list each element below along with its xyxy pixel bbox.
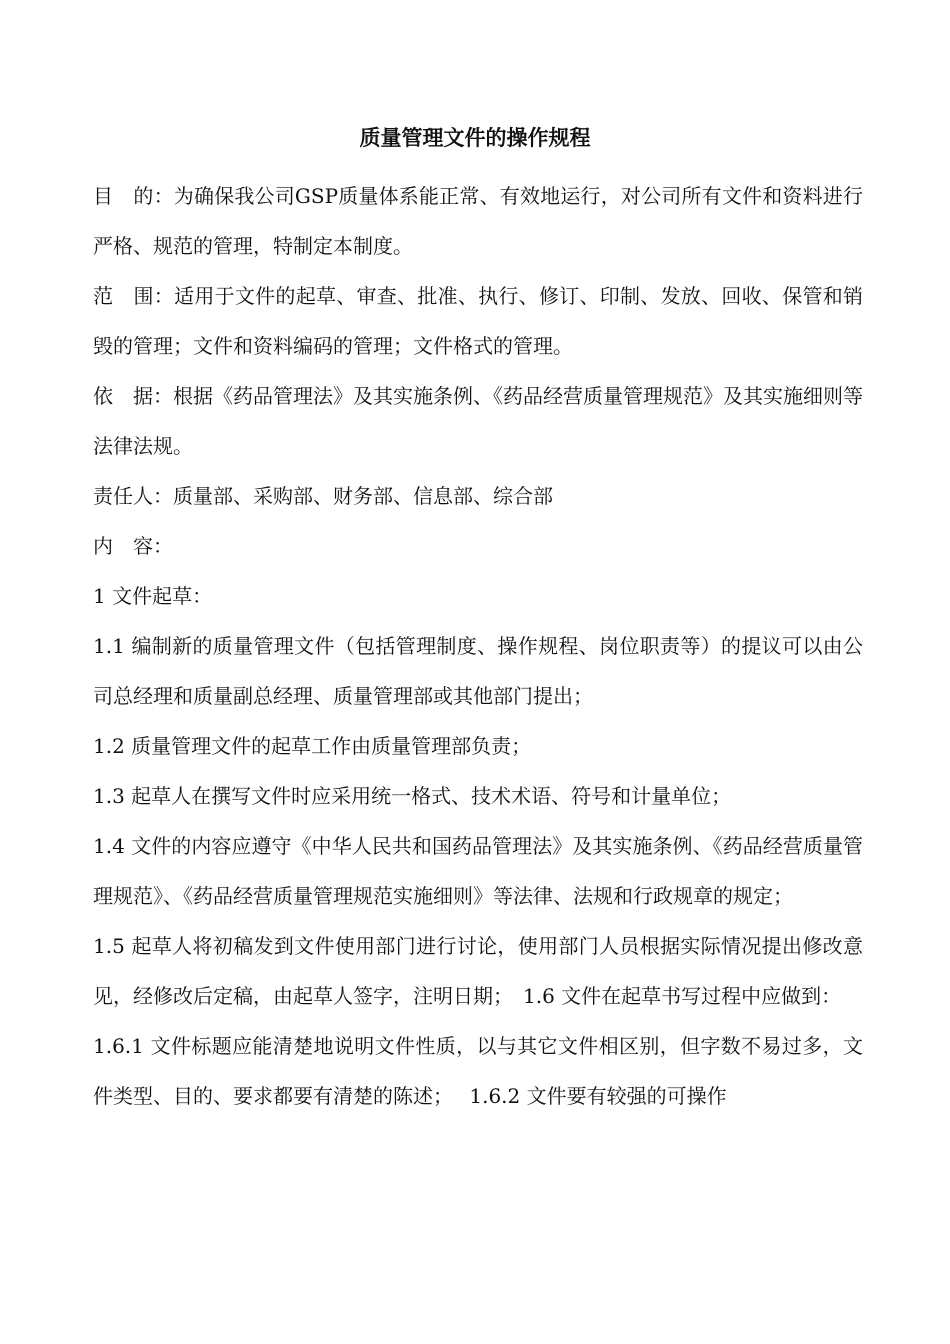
paragraph-purpose: 目 的：为确保我公司GSP质量体系能正常、有效地运行，对公司所有文件和资料进行严格、规范的管理，特制定本制度。 xyxy=(93,184,863,258)
paragraph-1-5: 1.5 起草人将初稿发到文件使用部门进行讨论，使用部门人员根据实际情况提出修改意见，经修改后定稿，由起草人签字，注明日期； 1.6 文件在起草书写过程中应做到： xyxy=(93,934,863,1008)
paragraph-1-2: 1.2 质量管理文件的起草工作由质量管理部负责； xyxy=(93,734,532,758)
paragraph-1-1: 1.1 编制新的质量管理文件（包括管理制度、操作规程、岗位职责等）的提议可以由公司总经理和质量副总经理、质量管理部或其他部门提出； xyxy=(93,634,863,708)
paragraph-1-4: 1.4 文件的内容应遵守《中华人民共和国药品管理法》及其实施条例、《药品经营质量管理规范》、《药品经营质量管理规范实施细则》等法律、法规和行政规章的规定； xyxy=(93,834,863,908)
paragraph-1-3: 1.3 起草人在撰写文件时应采用统一格式、技术术语、符号和计量单位； xyxy=(93,784,732,808)
paragraph-scope: 范 围：适用于文件的起草、审查、批准、执行、修订、印制、发放、回收、保管和销毁的管理；文件和资料编码的管理；文件格式的管理。 xyxy=(93,284,863,358)
paragraph-responsible: 责任人：质量部、采购部、财务部、信息部、综合部 xyxy=(93,484,553,508)
paragraph-basis: 依 据：根据《药品管理法》及其实施条例、《药品经营质量管理规范》及其实施细则等法律法规。 xyxy=(93,384,863,458)
paragraph-content-heading: 内 容： xyxy=(93,534,173,558)
paragraph-1-6-1: 1.6.1 文件标题应能清楚地说明文件性质，以与其它文件相区别，但字数不易过多，文件类型、目的、要求都要有清楚的陈述； 1.6.2 文件要有较强的可操作 xyxy=(93,1034,863,1108)
document-title: 质量管理文件的操作规程 xyxy=(359,125,591,150)
section-heading-drafting: 1 文件起草： xyxy=(93,584,213,608)
document-body xyxy=(93,171,863,1121)
